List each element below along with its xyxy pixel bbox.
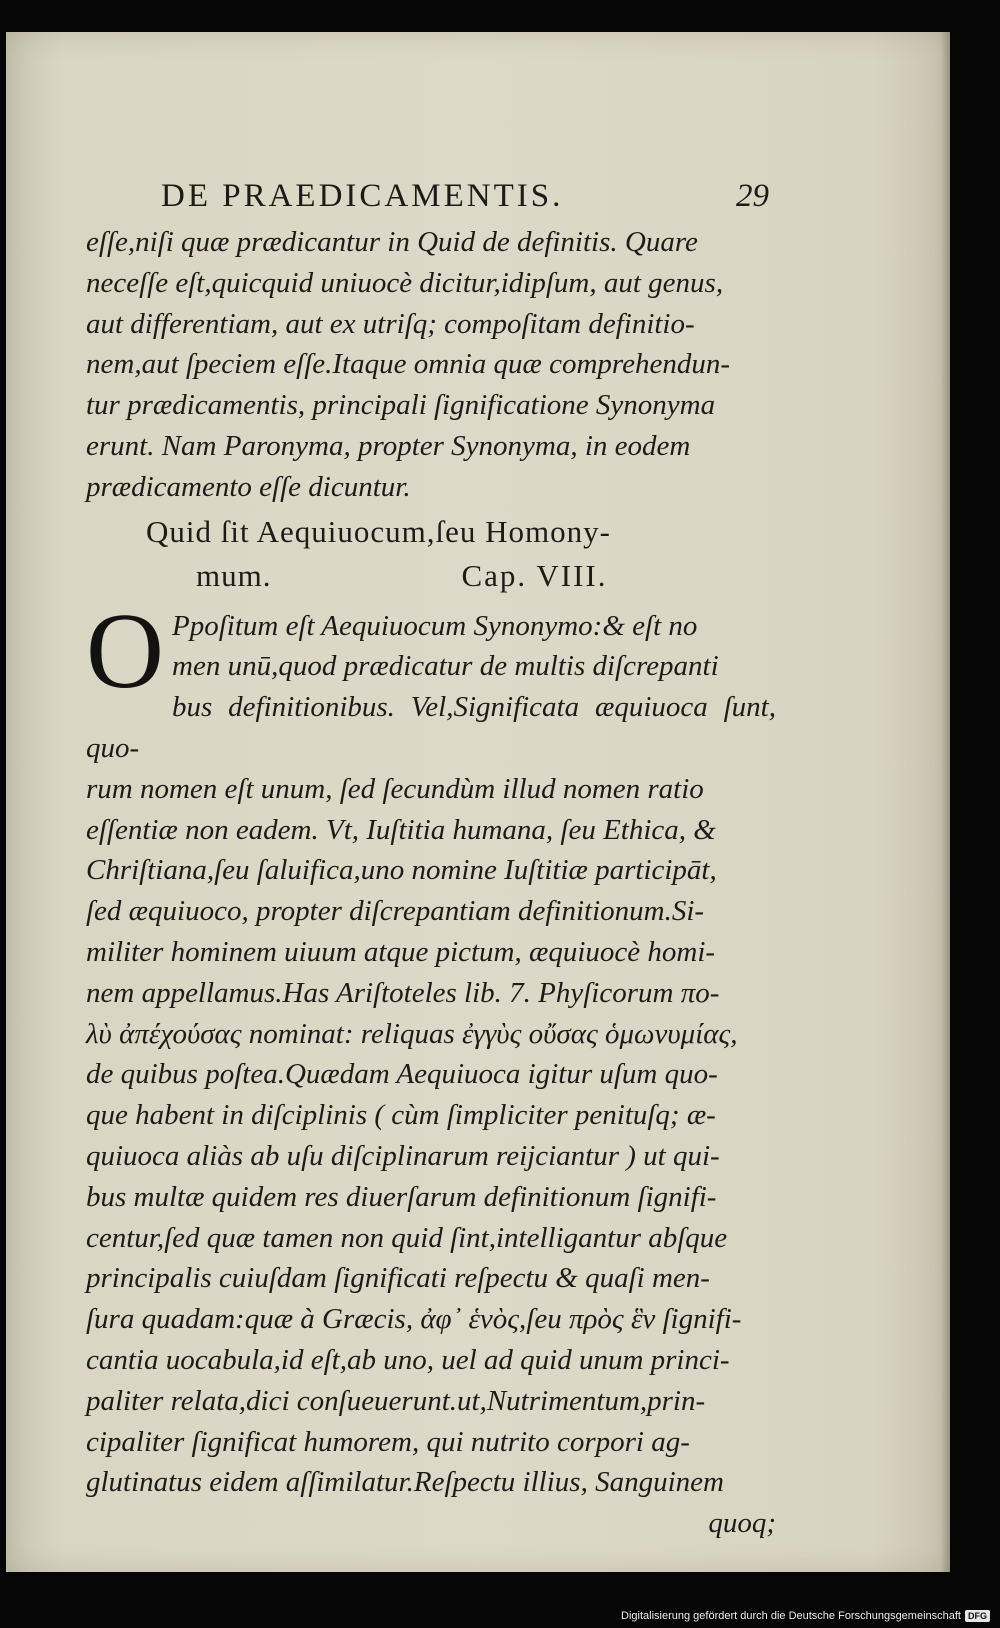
text-line: bus definitionibus. Vel,Significata æquiuoca ſunt, quo- xyxy=(86,691,776,764)
text-line: que habent in diſciplinis ( cùm ſimpliciter penituſq; æ- xyxy=(86,1099,716,1132)
text-line: cantia uocabula,id eſt,ab uno, uel ad quid unum princi- xyxy=(86,1343,730,1376)
text-line: Ppoſitum eſt Aequiuocum Synonymo:& eſt no xyxy=(172,609,698,642)
footer-text: Digitalisierung gefördert durch die Deutsche Forschungsgemeinschaft xyxy=(621,1610,961,1622)
paragraph-synonyma xyxy=(86,222,776,508)
text-line: erunt. Nam Paronyma, propter Synonyma, in eodem xyxy=(86,429,691,462)
catchword: quoq; xyxy=(708,1507,776,1540)
text-line: nem,aut ſpeciem eſſe.Itaque omnia quæ comprehendun- xyxy=(86,348,731,381)
text-line: de quibus poſtea.Quædam Aequiuoca igitur uſum quo- xyxy=(86,1058,718,1091)
paragraph-aequiuocum-lines xyxy=(86,591,776,1504)
text-line: eſſe,niſi quæ prædicantur in Quid de definitis. Quare xyxy=(86,226,698,258)
book-page xyxy=(6,32,950,1572)
text-line: neceſſe eſt,quicquid uniuocè dicitur,idipſum, aut genus, xyxy=(86,266,724,299)
text-line: prædicamento eſſe dicuntur. xyxy=(86,470,411,503)
drop-cap: O xyxy=(86,591,164,711)
text-line: Chriſtiana,ſeu ſaluifica,uno nomine Iuſtitiæ participāt, xyxy=(86,854,717,887)
text-line: eſſentiæ non eadem. Vt, Iuſtitia humana, ſeu Ethica, & xyxy=(86,813,716,846)
chapter-heading xyxy=(86,510,776,598)
chapter-number: Cap. VIII. xyxy=(461,557,608,593)
chapter-title-line-2-row xyxy=(86,554,776,598)
text-line: principalis cuiuſdam ſignificati reſpectu & quaſi men- xyxy=(86,1262,710,1295)
running-title: DE PRAEDICAMENTIS. xyxy=(161,178,564,214)
chapter-title-line-1: Quid ſit Aequiuocum,ſeu Homony- xyxy=(146,513,611,549)
text-line: paliter relata,dici conſueuerunt.ut,Nutrimentum,prin- xyxy=(86,1384,706,1417)
text-line: tur prædicamentis, principali ſignificatione Synonyma xyxy=(86,389,716,422)
text-line: aut differentiam, aut ex utriſq; compoſitam definitio- xyxy=(86,307,695,340)
page-number: 29 xyxy=(736,178,769,214)
text-line: quiuoca aliàs ab uſu diſciplinarum reijciantur ) ut qui- xyxy=(86,1139,720,1172)
text-line: militer hominem uiuum atque pictum, æquiuocè homi- xyxy=(86,935,716,968)
running-header xyxy=(161,150,769,214)
text-line: bus multæ quidem res diuerſarum definitionum ſignifi- xyxy=(86,1180,717,1213)
paragraph-aequiuocum xyxy=(86,591,776,1504)
text-line: λὺ ἀπέχούσας nominat: reliquas ἐγγὺς οὔσας ὁμωνυμίας, xyxy=(86,1017,738,1050)
text-line: glutinatus eidem aſſimilatur.Reſpectu illius, Sanguinem xyxy=(86,1466,724,1499)
text-line: men unū,quod prædicatur de multis diſcrepanti xyxy=(172,650,719,683)
text-line: centur,ſed quæ tamen non quid ſint,intelligantur abſque xyxy=(86,1221,728,1254)
text-block xyxy=(86,222,776,1544)
dfg-logo-badge: DFG xyxy=(965,1610,990,1622)
text-line: rum nomen eſt unum, ſed ſecundùm illud nomen ratio xyxy=(86,772,704,805)
chapter-title-line-2: mum. xyxy=(196,557,272,593)
digitization-footer xyxy=(621,1608,990,1624)
text-line: nem appellamus.Has Ariſtoteles lib. 7. Phyſicorum πο- xyxy=(86,976,720,1009)
text-line: ſura quadam:quæ à Græcis, ἀφ᾽ ἑνὸς,ſeu πρὸς ἓν ſignifi- xyxy=(86,1303,742,1336)
text-line: cipaliter ſignificat humorem, qui nutrito corpori ag- xyxy=(86,1425,690,1458)
text-line: ſed æquiuoco, propter diſcrepantiam definitionum.Si- xyxy=(86,895,705,928)
